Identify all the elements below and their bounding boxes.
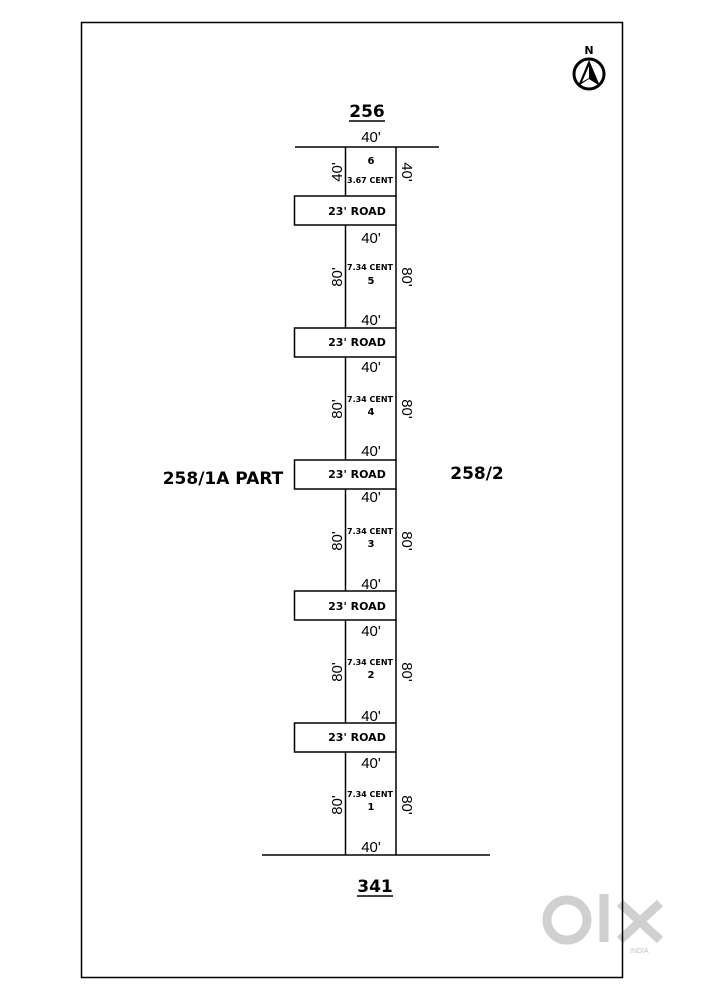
plot-2: [329, 623, 415, 725]
plot-right-dim: 80': [398, 267, 415, 287]
plot-left-dim: 80': [329, 795, 346, 815]
survey-north: 256: [349, 102, 385, 122]
plot-area: 7.34 CENT: [347, 263, 394, 272]
plot-4: [329, 359, 415, 460]
survey-south: 341: [357, 877, 393, 897]
plot-bottom-dim: 40': [361, 708, 381, 725]
plot-right-dim: 40': [398, 162, 415, 182]
plot-6: [329, 129, 415, 185]
road-1: [328, 205, 386, 218]
plot-number: 4: [367, 407, 375, 418]
plot-bottom-dim: 40': [361, 443, 381, 460]
sheet-border: [82, 23, 623, 978]
plot-left-dim: 80': [329, 399, 346, 419]
plot-top-dim: 40': [361, 230, 381, 247]
plot-number: 6: [367, 156, 375, 167]
plot-left-dim: 80': [329, 267, 346, 287]
plot-left-dim: 80': [329, 662, 346, 682]
plot-1: [329, 755, 415, 856]
road-label: 23' ROAD: [328, 600, 386, 613]
plot-top-dim: 40': [361, 755, 381, 772]
plot-bottom-dim: 40': [361, 839, 381, 856]
plot-3: [329, 489, 415, 593]
plot-bottom-dim: 40': [361, 576, 381, 593]
watermark-subtext: INDIA: [630, 948, 649, 955]
road-label: 23' ROAD: [328, 731, 386, 744]
plot-right-dim: 80': [398, 795, 415, 815]
plot-number: 1: [367, 802, 375, 813]
plot-area: 7.34 CENT: [347, 527, 394, 536]
plot-top-dim: 40': [361, 359, 381, 376]
plot-area: 3.67 CENT: [347, 176, 394, 185]
plot-right-dim: 80': [398, 662, 415, 682]
olx-watermark-logo: [547, 894, 660, 942]
plot-bottom-dim: 40': [361, 312, 381, 329]
road-label: 23' ROAD: [328, 205, 386, 218]
plot-area: 7.34 CENT: [347, 395, 394, 404]
plot-left-dim: 40': [329, 162, 346, 182]
north-arrow-icon: [574, 59, 604, 89]
plot-5: [329, 230, 415, 329]
plot-area: 7.34 CENT: [347, 790, 394, 799]
plot-right-dim: 80': [398, 399, 415, 419]
plot-right-dim: 80': [398, 531, 415, 551]
road-2: [328, 336, 386, 349]
plot-number: 3: [367, 539, 375, 550]
road-label: 23' ROAD: [328, 468, 386, 481]
compass-label: N: [584, 44, 594, 57]
plot-top-dim: 40': [361, 129, 381, 146]
road-3: [328, 468, 386, 481]
plot-number: 5: [367, 276, 375, 287]
road-5: [328, 731, 386, 744]
survey-east: 258/2: [450, 464, 504, 484]
plot-top-dim: 40': [361, 489, 381, 506]
survey-west: 258/1A PART: [162, 469, 284, 489]
plot-left-dim: 80': [329, 531, 346, 551]
plot-number: 2: [367, 670, 375, 681]
plot-area: 7.34 CENT: [347, 658, 394, 667]
road-label: 23' ROAD: [328, 336, 386, 349]
plot-top-dim: 40': [361, 623, 381, 640]
road-4: [328, 600, 386, 613]
